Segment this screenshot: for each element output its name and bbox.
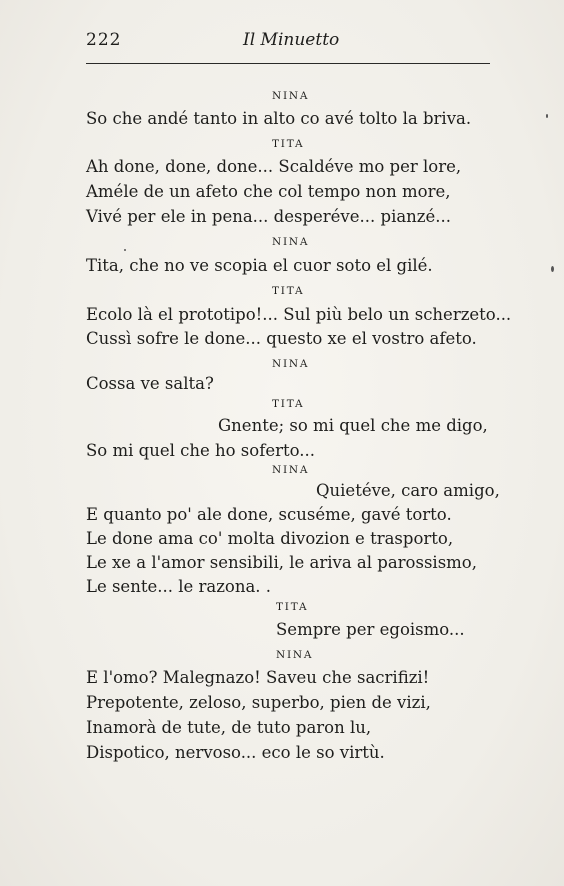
verse-line: Cossa ve salta? bbox=[86, 374, 214, 393]
verse-line: Gnente; so mi quel che me digo, bbox=[218, 416, 488, 435]
verse-line: Le xe a l'amor sensibili, le ariva al parossismo, bbox=[86, 553, 477, 572]
speaker-label: NINA bbox=[276, 649, 314, 661]
verse-line: Sempre per egoismo... bbox=[276, 620, 465, 639]
verse-line: Quietéve, caro amigo, bbox=[316, 481, 500, 500]
paper-speck bbox=[551, 266, 554, 272]
speaker-label: TITA bbox=[272, 138, 305, 150]
verse-line: E l'omo? Malegnazo! Saveu che sacrifizi! bbox=[86, 668, 430, 687]
verse-line: Cussì sofre le done... questo xe el vostro afeto. bbox=[86, 329, 477, 348]
verse-line: Prepotente, zeloso, superbo, pien de vizi, bbox=[86, 693, 431, 712]
verse-line: Vivé per ele in pena... desperéve... pianzé... bbox=[86, 207, 451, 226]
speaker-label: NINA bbox=[272, 358, 310, 370]
page-number: 222 bbox=[86, 30, 122, 50]
page-header bbox=[86, 30, 490, 60]
speaker-label: NINA bbox=[272, 90, 310, 102]
speaker-label: TITA bbox=[272, 398, 305, 410]
verse-line: So che andé tanto in alto co avé tolto la briva. bbox=[86, 109, 472, 128]
verse-line: So mi quel che ho soferto... bbox=[86, 441, 315, 460]
speaker-label: TITA bbox=[272, 285, 305, 297]
verse-line: Inamorà de tute, de tuto paron lu, bbox=[86, 718, 372, 737]
verse-line: Le done ama co' molta divozion e trasporto, bbox=[86, 529, 454, 548]
verse-line: Dispotico, nervoso... eco le so virtù. bbox=[86, 743, 385, 762]
verse-line: Tita, che no ve scopia el cuor soto el gilé. bbox=[86, 256, 433, 275]
speaker-label: NINA bbox=[272, 236, 310, 248]
running-title: Il Minuetto bbox=[243, 30, 340, 50]
verse-line: Ah done, done, done... Scaldéve mo per lore, bbox=[86, 157, 462, 176]
paper-speck bbox=[124, 249, 126, 251]
speaker-label: NINA bbox=[272, 464, 310, 476]
verse-line: Le sente... le razona. . bbox=[86, 577, 272, 596]
header-rule bbox=[86, 63, 490, 64]
speaker-label: TITA bbox=[276, 601, 309, 613]
verse-line: E quanto po' ale done, scuséme, gavé torto. bbox=[86, 505, 452, 524]
paper-speck bbox=[546, 114, 548, 118]
verse-line: Ecolo là el prototipo!... Sul più belo un scherzeto... bbox=[86, 305, 512, 324]
verse-line: Améle de un afeto che col tempo non more, bbox=[86, 182, 451, 201]
